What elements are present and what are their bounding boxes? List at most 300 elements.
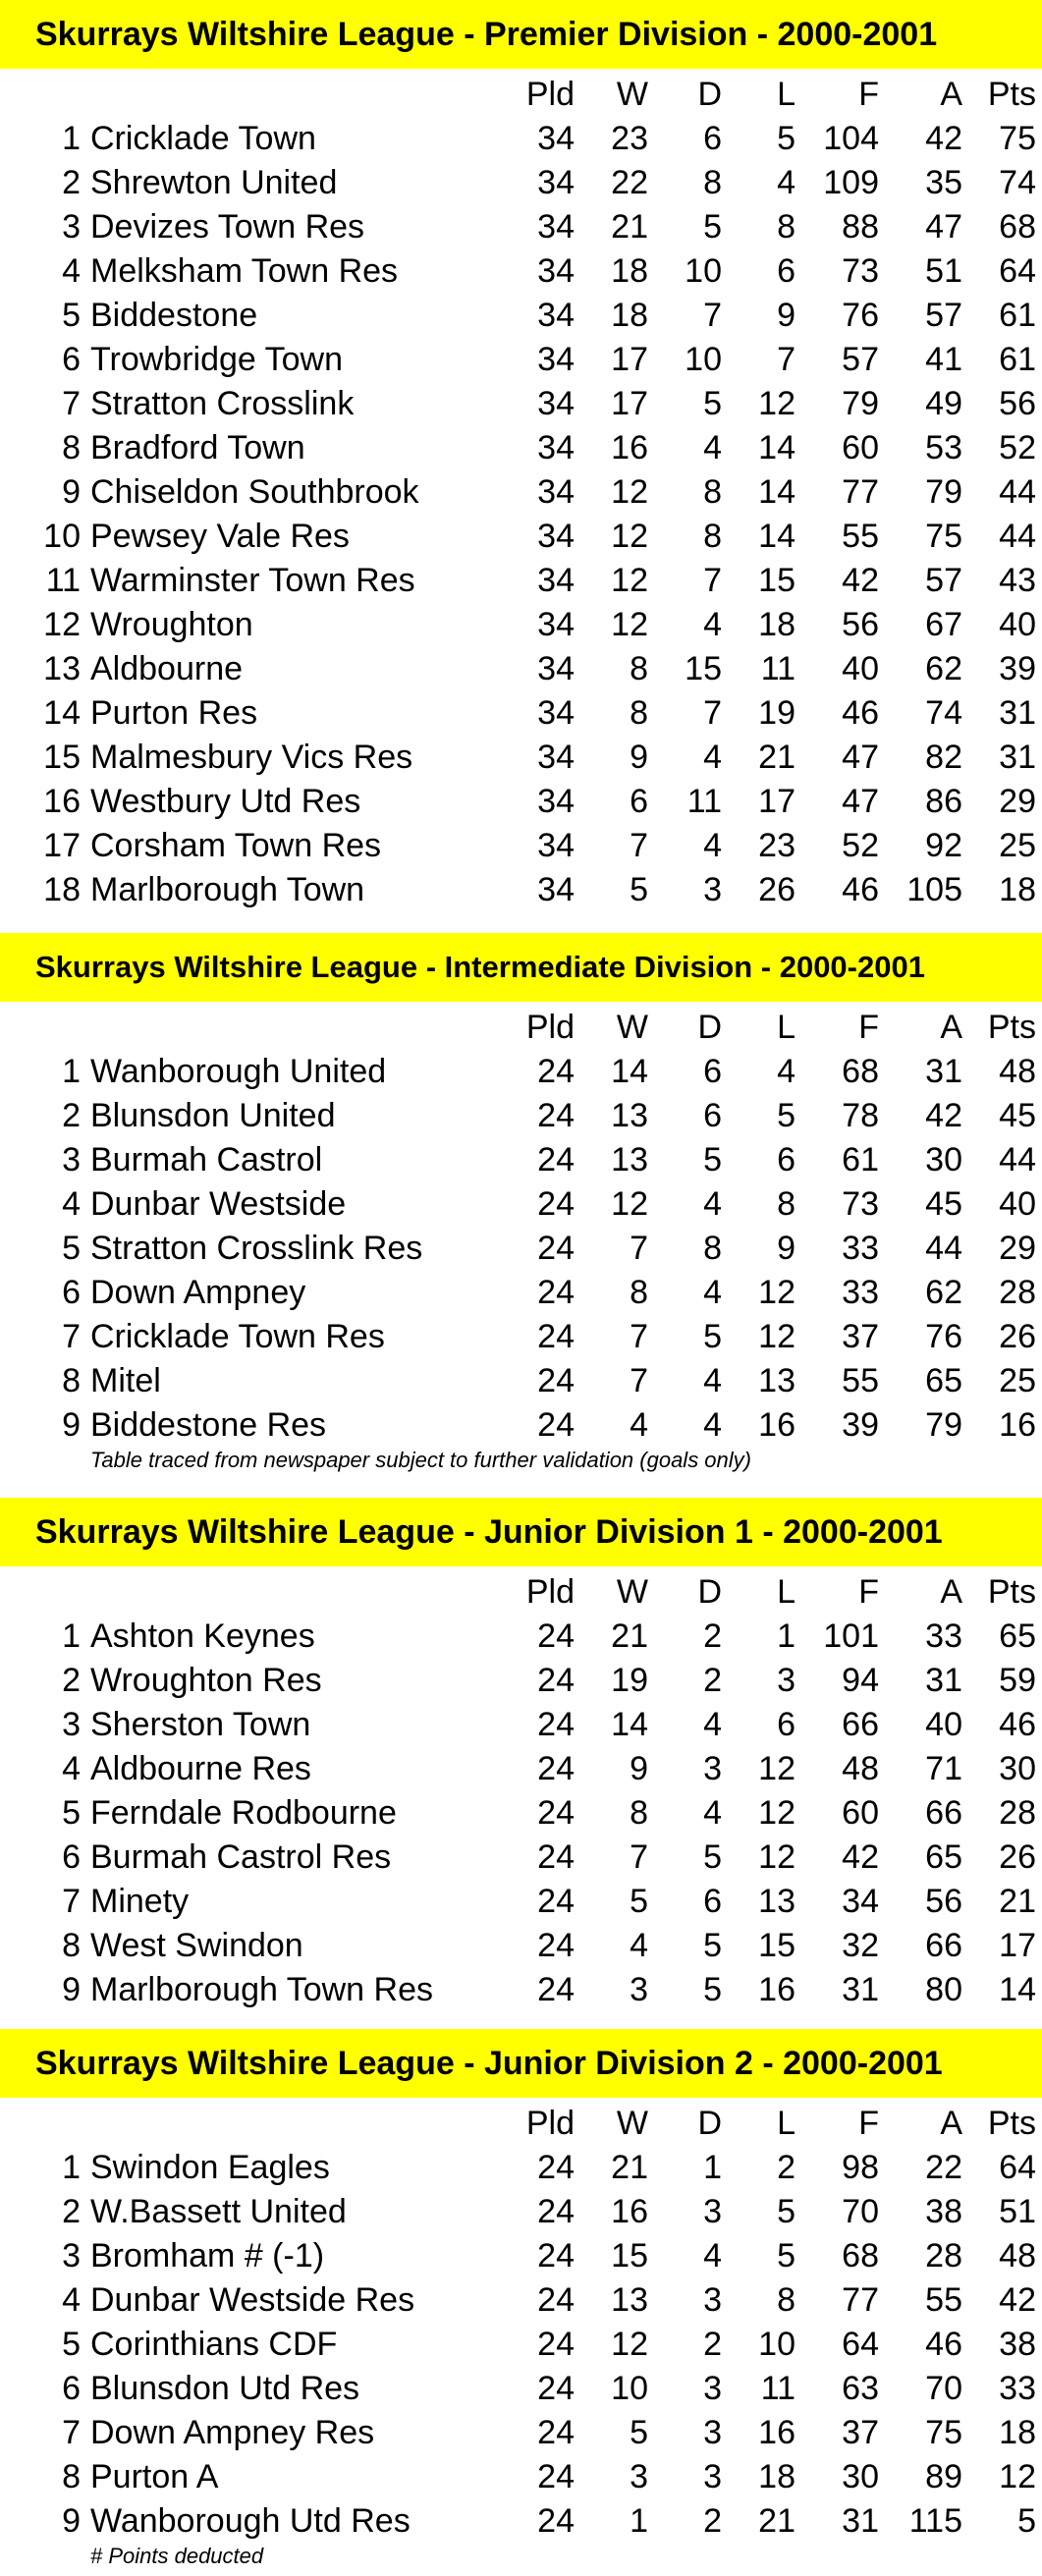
table-row [0,1615,1042,1659]
l-cell: 5 [777,120,795,157]
pts-cell: 18 [999,2414,1036,2451]
l-cell: 5 [777,2193,795,2230]
column-header-a: A [940,1009,962,1046]
pts-cell: 25 [999,827,1036,864]
table-row [0,2499,1042,2544]
d-cell: 15 [685,650,722,687]
l-cell: 12 [758,1318,795,1355]
pts-cell: 46 [999,1706,1036,1743]
a-cell: 75 [925,518,962,555]
division-title: Skurrays Wiltshire League - Intermediate Division - 2000-2001 [0,933,1042,1002]
a-cell: 62 [925,650,962,687]
column-header-a: A [940,1573,962,1611]
f-cell: 47 [842,783,879,820]
team-name-cell: Swindon Eagles [90,2149,330,2186]
position-cell: 4 [62,2281,81,2319]
pts-cell: 43 [999,562,1036,599]
d-cell: 3 [703,1750,722,1787]
table-row [0,205,1042,249]
f-cell: 61 [842,1141,879,1178]
pld-cell: 24 [537,1927,575,1964]
a-cell: 80 [925,1971,962,2008]
position-cell: 7 [62,1318,81,1355]
f-cell: 34 [842,1883,879,1920]
f-cell: 68 [842,2237,879,2275]
pts-cell: 28 [999,1794,1036,1832]
pts-cell: 42 [999,2281,1036,2319]
f-cell: 94 [842,1662,879,1699]
l-cell: 23 [758,827,795,864]
team-name-cell: Minety [90,1883,190,1920]
w-cell: 18 [611,297,648,334]
table-footnote: Table traced from newspaper subject to further validation (goals only) [90,1448,751,1472]
w-cell: 19 [611,1662,648,1699]
position-cell: 1 [62,2149,81,2186]
a-cell: 92 [925,827,962,864]
division-title: Skurrays Wiltshire League - Junior Division 1 - 2000-2001 [0,1498,1042,1566]
d-cell: 4 [703,739,722,776]
pts-cell: 74 [999,164,1036,201]
d-cell: 6 [703,1097,722,1134]
team-name-cell: Warminster Town Res [90,562,415,599]
pld-cell: 24 [537,1053,575,1090]
pts-cell: 56 [999,385,1036,422]
a-cell: 75 [925,2414,962,2451]
a-cell: 74 [925,694,962,732]
table-row [0,647,1042,691]
f-cell: 70 [842,2193,879,2230]
f-cell: 66 [842,1706,879,1743]
l-cell: 12 [758,1838,795,1876]
d-cell: 2 [703,1617,722,1655]
l-cell: 19 [758,694,795,732]
w-cell: 21 [611,2149,648,2186]
team-name-cell: Ashton Keynes [90,1617,315,1655]
w-cell: 5 [630,2414,648,2451]
position-cell: 11 [45,562,81,599]
pld-cell: 34 [537,297,575,334]
pld-cell: 24 [537,1274,575,1311]
position-cell: 2 [62,1097,81,1134]
w-cell: 18 [611,252,648,290]
d-cell: 4 [703,606,722,643]
a-cell: 65 [925,1838,962,1876]
l-cell: 11 [760,650,795,687]
pts-cell: 31 [999,694,1036,732]
f-cell: 109 [823,164,879,201]
column-header-w: W [616,76,648,113]
table-row [0,382,1042,426]
position-cell: 5 [62,1230,81,1267]
f-cell: 33 [842,1230,879,1267]
d-cell: 11 [686,783,722,820]
l-cell: 15 [758,562,795,599]
position-cell: 3 [62,2237,81,2275]
d-cell: 2 [703,1662,722,1699]
team-name-cell: Cricklade Town [90,120,316,157]
a-cell: 62 [925,1274,962,1311]
column-header-pld: Pld [525,76,575,113]
column-header-pld: Pld [525,1573,575,1611]
table-row [0,2411,1042,2455]
table-row [0,426,1042,470]
a-cell: 79 [925,473,962,511]
d-cell: 1 [703,2149,722,2186]
a-cell: 49 [925,385,962,422]
a-cell: 115 [908,2502,962,2540]
pld-cell: 34 [537,606,575,643]
a-cell: 51 [925,252,962,290]
f-cell: 98 [842,2149,879,2186]
pld-cell: 24 [537,2281,575,2319]
column-header-pld: Pld [525,2105,575,2142]
a-cell: 46 [925,2326,962,2363]
l-cell: 16 [758,2414,795,2451]
column-header-row [0,73,1042,117]
position-cell: 10 [43,518,81,555]
position-cell: 17 [43,827,81,864]
pld-cell: 24 [537,1185,575,1223]
column-header-pts: Pts [987,2105,1036,2142]
w-cell: 12 [611,562,648,599]
d-cell: 3 [703,2458,722,2495]
f-cell: 63 [842,2370,879,2407]
w-cell: 7 [630,827,648,864]
d-cell: 8 [703,473,722,511]
w-cell: 9 [630,739,648,776]
d-cell: 6 [703,1883,722,1920]
w-cell: 3 [630,2458,648,2495]
f-cell: 46 [842,871,879,908]
team-name-cell: W.Bassett United [90,2193,347,2230]
f-cell: 31 [842,2502,879,2540]
w-cell: 14 [611,1053,648,1090]
pld-cell: 34 [537,429,575,466]
pts-cell: 33 [999,2370,1036,2407]
position-cell: 7 [62,2414,81,2451]
team-name-cell: West Swindon [90,1927,303,1964]
position-cell: 3 [62,208,81,246]
position-cell: 14 [43,694,81,732]
pts-cell: 29 [999,1230,1036,1267]
a-cell: 41 [925,341,962,378]
position-cell: 2 [62,1662,81,1699]
position-cell: 8 [62,1927,81,1964]
table-row [0,249,1042,294]
pld-cell: 34 [537,739,575,776]
table-row [0,1271,1042,1315]
team-name-cell: Wanborough United [90,1053,387,1090]
w-cell: 1 [630,2502,648,2540]
f-cell: 78 [842,1097,879,1134]
pld-cell: 24 [537,1706,575,1743]
f-cell: 55 [842,518,879,555]
f-cell: 57 [842,341,879,378]
column-header-f: F [858,1009,879,1046]
a-cell: 30 [925,1141,962,1178]
d-cell: 8 [703,1230,722,1267]
pld-cell: 24 [537,1097,575,1134]
table-row [0,1659,1042,1703]
position-cell: 7 [62,1883,81,1920]
column-header-l: L [777,1573,795,1611]
d-cell: 6 [703,120,722,157]
w-cell: 22 [611,164,648,201]
pts-cell: 59 [999,1662,1036,1699]
f-cell: 76 [842,297,879,334]
d-cell: 5 [703,385,722,422]
table-row [0,1880,1042,1924]
table-row [0,1094,1042,1138]
column-header-w: W [616,2105,648,2142]
position-cell: 18 [43,871,81,908]
d-cell: 3 [703,2193,722,2230]
w-cell: 16 [611,429,648,466]
table-row [0,868,1042,912]
position-cell: 16 [43,783,81,820]
team-name-cell: Dunbar Westside Res [90,2281,415,2319]
pts-cell: 65 [999,1617,1036,1655]
l-cell: 14 [758,429,795,466]
f-cell: 37 [842,1318,879,1355]
pld-cell: 34 [537,341,575,378]
w-cell: 7 [630,1362,648,1399]
f-cell: 31 [842,1971,879,2008]
table-row [0,2367,1042,2411]
d-cell: 8 [703,518,722,555]
d-cell: 3 [703,871,722,908]
pld-cell: 24 [537,2370,575,2407]
d-cell: 6 [703,1053,722,1090]
position-cell: 15 [43,739,81,776]
pld-cell: 24 [537,1362,575,1399]
pld-cell: 34 [537,871,575,908]
table-row [0,780,1042,824]
position-cell: 6 [62,341,81,378]
l-cell: 10 [758,2326,795,2363]
column-header-f: F [858,1573,879,1611]
f-cell: 56 [842,606,879,643]
team-name-cell: Malmesbury Vics Res [90,739,413,776]
w-cell: 16 [611,2193,648,2230]
a-cell: 67 [925,606,962,643]
l-cell: 17 [758,783,795,820]
team-name-cell: Burmah Castrol [90,1141,323,1178]
a-cell: 53 [925,429,962,466]
pld-cell: 34 [537,518,575,555]
l-cell: 12 [758,385,795,422]
pts-cell: 26 [999,1838,1036,1876]
table-row [0,1836,1042,1880]
column-header-pts: Pts [987,1009,1036,1046]
pld-cell: 24 [537,2193,575,2230]
pts-cell: 61 [999,341,1036,378]
a-cell: 55 [925,2281,962,2319]
table-row [0,1138,1042,1182]
f-cell: 64 [842,2326,879,2363]
team-name-cell: Marlborough Town [90,871,365,908]
f-cell: 42 [842,562,879,599]
l-cell: 4 [777,164,795,201]
team-name-cell: Stratton Crosslink [90,385,355,422]
column-header-w: W [616,1573,648,1611]
l-cell: 3 [777,1662,795,1699]
pld-cell: 34 [537,783,575,820]
position-cell: 9 [62,1971,81,2008]
pld-cell: 24 [537,2326,575,2363]
pld-cell: 34 [537,385,575,422]
l-cell: 18 [758,2458,795,2495]
team-name-cell: Down Ampney [90,1274,306,1311]
w-cell: 21 [611,208,648,246]
w-cell: 12 [611,1185,648,1223]
table-footnote: # Points deducted [90,2544,264,2568]
position-cell: 6 [62,1838,81,1876]
column-header-l: L [777,1009,795,1046]
l-cell: 26 [758,871,795,908]
pld-cell: 34 [537,473,575,511]
position-cell: 1 [62,1617,81,1655]
team-name-cell: Stratton Crosslink Res [90,1230,423,1267]
d-cell: 5 [703,1838,722,1876]
f-cell: 55 [842,1362,879,1399]
team-name-cell: Wroughton [90,606,253,643]
w-cell: 4 [630,1927,648,1964]
a-cell: 56 [925,1883,962,1920]
pld-cell: 34 [537,164,575,201]
pld-cell: 24 [537,1406,575,1444]
w-cell: 13 [611,1141,648,1178]
d-cell: 4 [703,2237,722,2275]
a-cell: 57 [925,297,962,334]
f-cell: 48 [842,1750,879,1787]
d-cell: 5 [703,1141,722,1178]
pld-cell: 24 [537,1794,575,1832]
team-name-cell: Blunsdon Utd Res [90,2370,360,2407]
l-cell: 16 [758,1971,795,2008]
d-cell: 4 [703,1406,722,1444]
position-cell: 9 [62,473,81,511]
w-cell: 12 [611,2326,648,2363]
column-header-a: A [940,76,962,113]
a-cell: 42 [925,120,962,157]
table-row [0,117,1042,161]
position-cell: 1 [62,1053,81,1090]
a-cell: 22 [925,2149,962,2186]
l-cell: 15 [758,1927,795,1964]
team-name-cell: Marlborough Town Res [90,1971,433,2008]
team-name-cell: Ferndale Rodbourne [90,1794,397,1832]
team-name-cell: Biddestone Res [90,1406,327,1444]
f-cell: 46 [842,694,879,732]
team-name-cell: Mitel [90,1362,161,1399]
f-cell: 73 [842,252,879,290]
w-cell: 5 [630,1883,648,1920]
a-cell: 45 [925,1185,962,1223]
pts-cell: 29 [999,783,1036,820]
table-row [0,1359,1042,1403]
pts-cell: 31 [999,739,1036,776]
position-cell: 4 [62,1185,81,1223]
column-header-f: F [858,76,879,113]
table-row [0,559,1042,603]
pts-cell: 40 [999,606,1036,643]
f-cell: 47 [842,739,879,776]
l-cell: 5 [777,2237,795,2275]
pts-cell: 40 [999,1185,1036,1223]
table-row [0,338,1042,382]
w-cell: 6 [630,783,648,820]
pts-cell: 51 [999,2193,1036,2230]
a-cell: 79 [925,1406,962,1444]
column-header-d: D [697,2105,722,2142]
pld-cell: 24 [537,2502,575,2540]
team-name-cell: Melksham Town Res [90,252,399,290]
pld-cell: 24 [537,1617,575,1655]
f-cell: 68 [842,1053,879,1090]
team-name-cell: Dunbar Westside [90,1185,347,1223]
l-cell: 8 [777,2281,795,2319]
pts-cell: 28 [999,1274,1036,1311]
table-row [0,2146,1042,2190]
division-table [0,2029,1042,2575]
table-row [0,2190,1042,2234]
pts-cell: 75 [999,120,1036,157]
d-cell: 4 [703,1274,722,1311]
position-cell: 4 [62,1750,81,1787]
a-cell: 66 [925,1794,962,1832]
l-cell: 8 [777,208,795,246]
column-header-d: D [697,1009,722,1046]
pts-cell: 18 [999,871,1036,908]
d-cell: 2 [703,2502,722,2540]
table-row [0,1968,1042,2012]
team-name-cell: Wanborough Utd Res [90,2502,411,2540]
table-row [0,691,1042,736]
position-cell: 8 [62,1362,81,1399]
pld-cell: 34 [537,208,575,246]
a-cell: 31 [925,1662,962,1699]
pts-cell: 64 [999,252,1036,290]
table-row [0,1182,1042,1227]
l-cell: 9 [777,1230,795,1267]
l-cell: 6 [777,1141,795,1178]
l-cell: 14 [758,473,795,511]
column-header-d: D [697,1573,722,1611]
pts-cell: 16 [999,1406,1036,1444]
l-cell: 8 [777,1185,795,1223]
table-row [0,1315,1042,1359]
team-name-cell: Purton A [90,2458,219,2495]
table-row [0,1050,1042,1094]
table-row [0,1703,1042,1747]
team-name-cell: Westbury Utd Res [90,783,361,820]
w-cell: 8 [630,694,648,732]
l-cell: 2 [777,2149,795,2186]
table-row [0,1747,1042,1791]
team-name-cell: Biddestone [90,297,258,334]
l-cell: 12 [758,1750,795,1787]
pts-cell: 21 [999,1883,1036,1920]
l-cell: 12 [758,1794,795,1832]
f-cell: 52 [842,827,879,864]
a-cell: 105 [906,871,962,908]
position-cell: 1 [62,120,81,157]
pld-cell: 34 [537,252,575,290]
f-cell: 104 [823,120,879,157]
l-cell: 21 [758,2502,795,2540]
w-cell: 4 [630,1406,648,1444]
